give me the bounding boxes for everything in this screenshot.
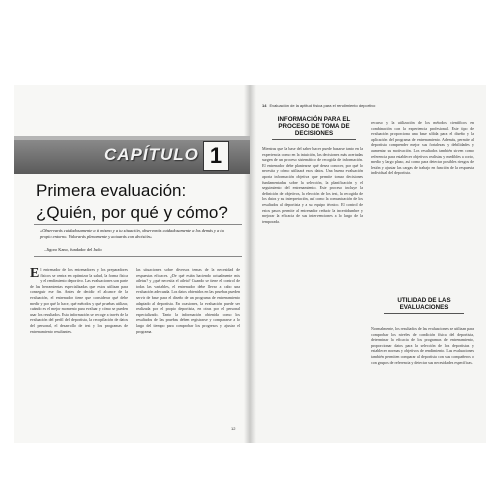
right-column-1: Mientras que la base del saber hacer puede basarse tanto en la experiencia como en la intuición, las decisiones más acertadas surgen de un proceso sistemático de recogida de información. El entrenador debe plantearse qué desea conocer, por qué lo necesita y cómo utilizará esos datos. Una buena evaluación aporta información objetiva que permite tomar decisiones fundamentadas sobre la selección, la planificación y el seguimiento del entrenamiento. Este proceso incluye la definición de objetivos, la elección de los test, la recogida de los datos y su interpretación, así como la comunicación de los resultados al deportista y a su equipo técnico. El control de estos pasos permite al entrenador reducir la incertidumbre y mejorar la eficacia de sus intervenciones a lo largo de la temporada. bbox=[262, 146, 363, 224]
running-head bbox=[262, 103, 375, 108]
running-head-page: 14 bbox=[262, 103, 267, 108]
running-head-text: Evaluación de la aptitud física para el rendimiento deportivo bbox=[269, 103, 376, 108]
chapter-title-line2: ¿Quién, por qué y cómo? bbox=[36, 203, 228, 222]
epigraph-rule-top bbox=[34, 224, 242, 225]
section-heading-utility: UTILIDAD DE LAS EVALUACIONES bbox=[384, 297, 464, 314]
epigraph-quote: «Observarás cuidadosamente a ti mismo y a tu situación, observarás cuidadosamente a los demás y a tu propio entorno. Valorarás plenamente y actuarás con decisión» bbox=[40, 228, 224, 239]
section-heading-decisions: INFORMACIÓN PARA EL PROCESO DE TOMA DE DECISIONES bbox=[272, 116, 356, 140]
page-number: 12 bbox=[231, 426, 236, 431]
chapter-number: 1 bbox=[209, 143, 223, 168]
chapter-label: CAPÍTULO bbox=[104, 145, 199, 164]
chapter-title-line1: Primera evaluación: bbox=[36, 181, 187, 200]
right-column-2-lower: Normalmente, los resultados de las evaluaciones se utilizan para comprobar los niveles de condición física del deportista, determinar la eficacia de los programas de entrenamiento, proporcionar datos para la selección de los deportistas y establecer normas y objetivos de rendimiento. Las evaluaciones también permiten comparar al deportista con sus compañeros o con grupos de referencia y detectar sus necesidades específicas. bbox=[371, 326, 474, 365]
left-column-1-text: l entrenador de los entrenadores y los preparadores físicos se centra en optimizar la salud, la forma física y el rendimiento deportivo. Las evaluaciones son parte de las herramientas especializadas que estos utilizan para conseguir ese fin. Antes de decidir el alcance de la evaluación, el entrenador tiene que considerar qué debe medir y por qué lo hace, qué métodos y qué pruebas utilizar, cuándo es el mejor momento para evaluar y cómo se pueden usar los resultados. Esta información se recoge a través de la evaluación del perfil del deportista, la recopilación de datos del personal, el desarrollo de test y los programas de entrenamiento resultantes. bbox=[30, 267, 128, 334]
drop-cap: E bbox=[30, 266, 40, 281]
left-column-2: las situaciones sobre diversos temas de la necesidad de respuestas eficaces. ¿De qué están haciendo actualmente mis atletas? y ¿qué necesita el atleta? Cuando se tiene el control de todas las variables, el entrenador debe llevar a cabo una evaluación adecuada. Los datos obtenidos en las pruebas pueden servir de base para el diseño de un programa de entrenamiento adaptado al deportista. En ocasiones, la evaluación puede ser realizada por el propio deportista, en otras por el personal especializado. Tanto la información obtenida como los resultados de las pruebas deben registrarse y compararse a lo largo del tiempo para comprobar los progresos y ajustar el programa. bbox=[136, 267, 240, 334]
epigraph-rule-bottom bbox=[34, 256, 242, 257]
right-column-2: recurso y la utilización de los métodos científicos en combinación con la experiencia profesional. Este tipo de evaluación proporciona una base sólida para el diseño y la aplicación del programa de entrenamiento. Además, permite al deportista comprender mejor sus fortalezas y debilidades y aumentar su motivación. Los resultados también sirven como referencia para establecer objetivos realistas y medibles a corto, medio y largo plazo, así como para detectar posibles riesgos de lesión y ajustar las cargas de trabajo en función de la respuesta individual del deportista. bbox=[371, 120, 474, 176]
left-column-1 bbox=[30, 267, 128, 334]
epigraph-author: –Jigoro Kano, fundador del Judo bbox=[44, 247, 102, 252]
chapter-title bbox=[36, 180, 236, 224]
